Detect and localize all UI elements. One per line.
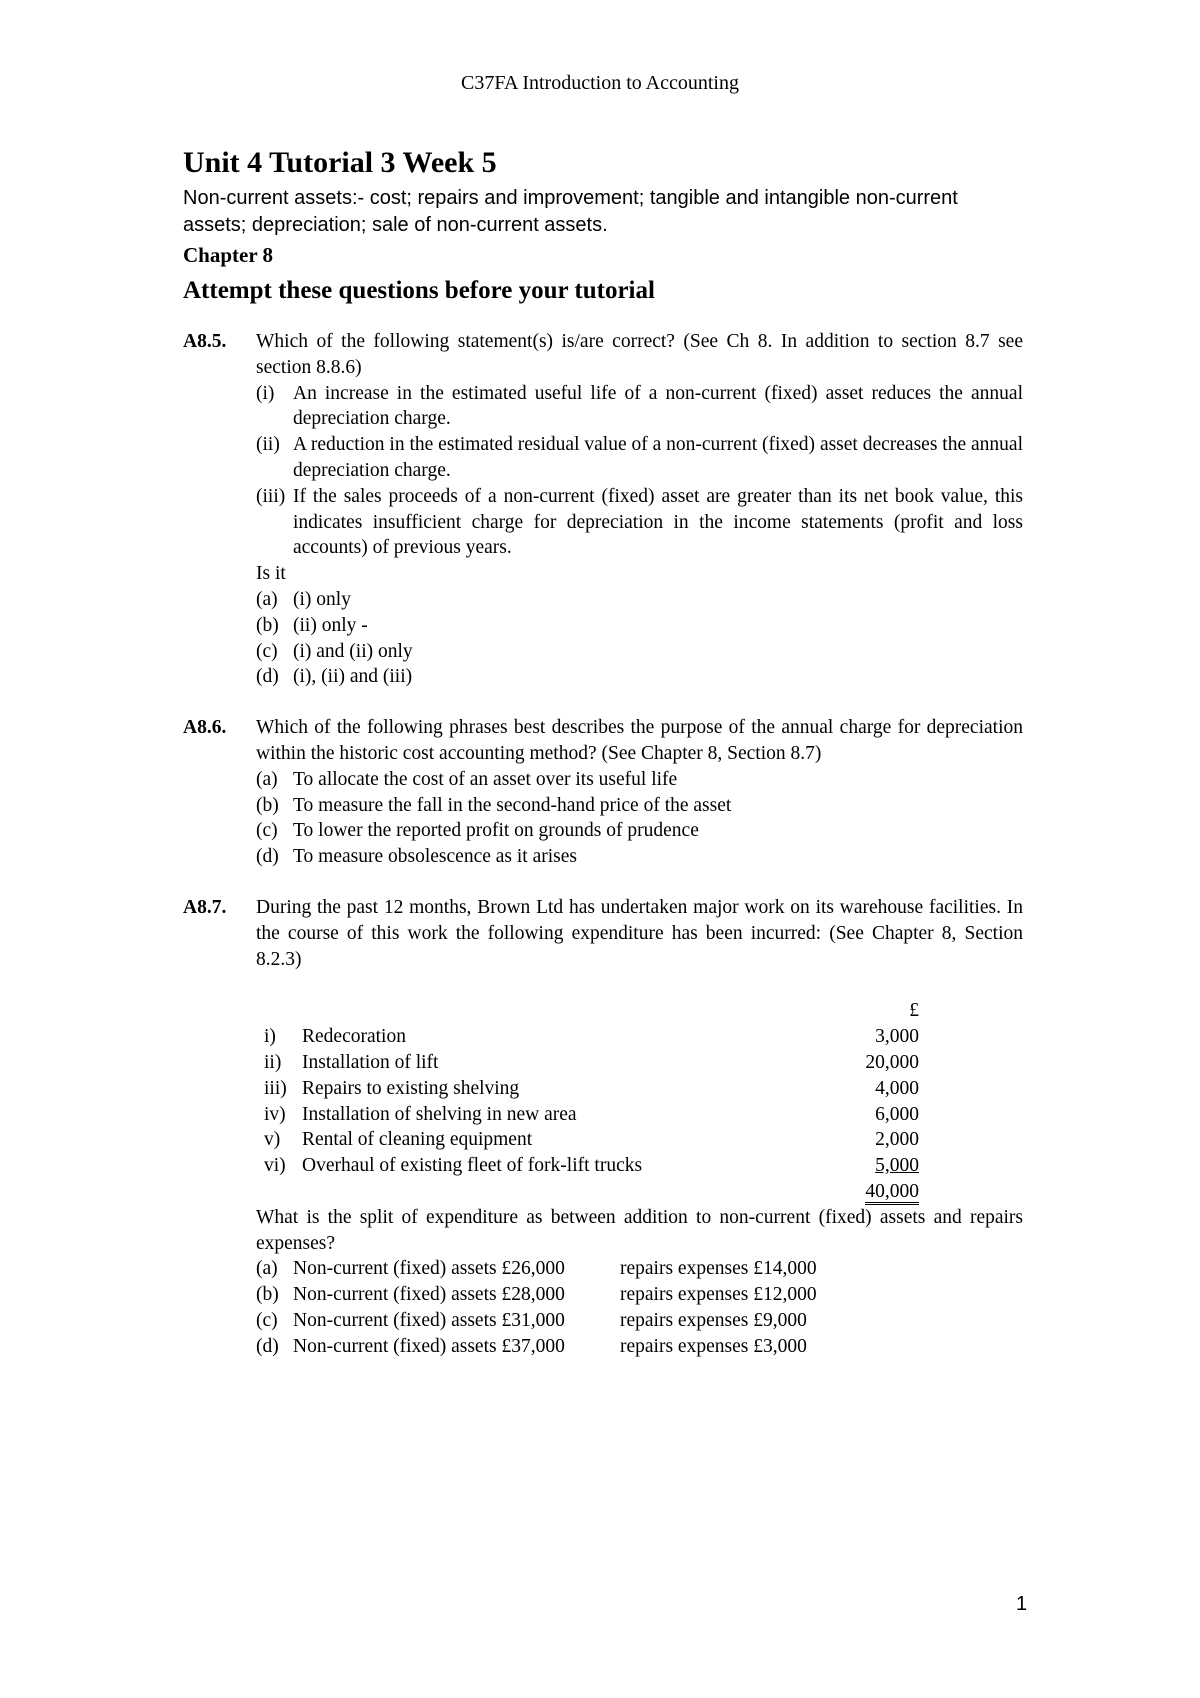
option-item: (b) Non-current (fixed) assets £28,000 repairs expenses £12,000 — [256, 1284, 817, 1306]
option-item: (a) (i) only — [256, 588, 351, 610]
option-item: (a) To allocate the cost of an asset over its useful life — [256, 768, 678, 790]
question-a8-5 — [183, 329, 1023, 690]
chapter-heading: Chapter 8 — [183, 243, 274, 267]
option-item: (c) To lower the reported profit on grounds of prudence — [256, 820, 699, 842]
page-header: C37FA Introduction to Accounting — [461, 72, 739, 94]
question-a8-6 — [183, 715, 1023, 870]
question-subtext: What is the split of expenditure as between addition to non-current (fixed) assets and repairs expenses? — [256, 1206, 1023, 1254]
statement-item: (ii) A reduction in the estimated residual value of a non-current (fixed) asset decreases the annual depreciation charge. — [256, 434, 1023, 481]
table-row: vi) Overhaul of existing fleet of fork-lift trucks 5,000 — [264, 1155, 919, 1177]
table-row: i) Redecoration 3,000 — [264, 1026, 919, 1048]
page-title: Unit 4 Tutorial 3 Week 5 — [183, 146, 497, 179]
currency-label: £ — [909, 1000, 919, 1022]
question-number: A8.6. — [183, 717, 227, 739]
statement-list — [256, 381, 1023, 562]
option-item: (d) To measure obsolescence as it arises — [256, 846, 577, 868]
statement-item: (i) An increase in the estimated useful life of a non-current (fixed) asset reduces the annual depreciation charge. — [256, 382, 1023, 430]
table-row: iv) Installation of shelving in new area 6,000 — [264, 1103, 919, 1125]
page-number: 1 — [1016, 1593, 1028, 1615]
question-number: A8.5. — [183, 331, 227, 352]
option-list — [256, 767, 1023, 870]
table-header-row — [264, 998, 919, 1024]
table-row: ii) Installation of lift 20,000 — [264, 1051, 919, 1073]
question-prompt: Is it — [256, 563, 286, 585]
option-item: (d) (i), (ii) and (iii) — [256, 666, 413, 688]
expenditure-table — [264, 998, 919, 1204]
question-text: During the past 12 months, Brown Ltd has undertaken major work on its warehouse facilities. In the course of this work the following expenditure has been incurred: (See Chapter 8, Section 8.2.3) — [256, 896, 1023, 970]
option-item: (b) To measure the fall in the second-hand price of the asset — [256, 794, 732, 816]
document-body — [183, 145, 1023, 1359]
attempt-heading: Attempt these questions before your tutorial — [183, 277, 655, 304]
table-row: v) Rental of cleaning equipment 2,000 — [264, 1129, 919, 1151]
option-list — [256, 1256, 1023, 1359]
table-total-row — [264, 1179, 919, 1205]
topic-subtitle: Non-current assets:- cost; repairs and improvement; tangible and intangible non-current assets; depreciation; sale of non-current assets. — [183, 187, 958, 236]
total-amount: 40,000 — [865, 1181, 919, 1205]
option-list — [256, 587, 1023, 690]
question-number: A8.7. — [183, 896, 227, 918]
statement-item: (iii) If the sales proceeds of a non-current (fixed) asset are greater than its net book value, this indicates insufficient charge for depreciation in the income statements (profit and loss accounts) of previous years. — [256, 485, 1023, 559]
option-item: (d) Non-current (fixed) assets £37,000 repairs expenses £3,000 — [256, 1335, 807, 1357]
option-item: (a) Non-current (fixed) assets £26,000 repairs expenses £14,000 — [256, 1258, 817, 1280]
question-text: Which of the following statement(s) is/are correct? (See Ch 8. In addition to section 8.7 see section 8.8.6) — [256, 331, 1023, 378]
question-text: Which of the following phrases best describes the purpose of the annual charge for depreciation within the historic cost accounting method? (See Chapter 8, Section 8.7) — [256, 717, 1023, 764]
option-item: (c) Non-current (fixed) assets £31,000 repairs expenses £9,000 — [256, 1309, 807, 1331]
table-row: iii) Repairs to existing shelving 4,000 — [264, 1077, 919, 1099]
question-a8-7 — [183, 895, 1023, 1360]
option-item: (b) (ii) only - — [256, 614, 368, 636]
option-item: (c) (i) and (ii) only — [256, 640, 413, 662]
